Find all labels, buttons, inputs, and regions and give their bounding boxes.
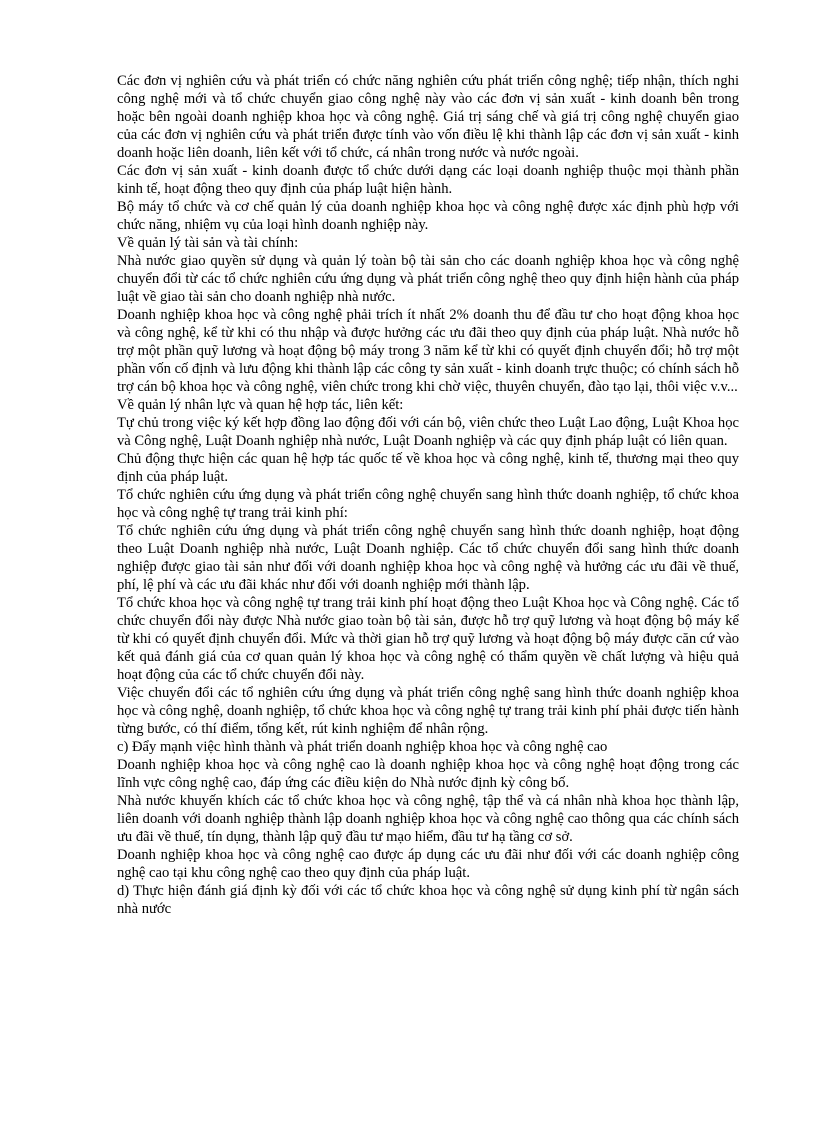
paragraph-asset-finance-heading: Về quản lý tài sản và tài chính: — [117, 235, 299, 251]
paragraph-revenue-investment: Doanh nghiệp khoa học và công nghệ phải trích ít nhất 2% doanh thu để đầu tư cho hoạt động khoa học và công nghệ, kể từ khi có thu nhập và được hưởng các ưu đãi theo quy định của pháp luật. Nhà nước hỗ trợ một phần quỹ lương và hoạt động bộ máy trong 3 năm kể từ khi có quyết định chuyển đổi; hỗ trợ một phần vốn cố định và lưu động khi thành lập các công ty sản xuất - kinh doanh trực thuộc; có chính sách hỗ trợ cán bộ khoa học và công nghệ, viên chức trong khi chờ việc, thuyên chuyển, đào tạo lại, thôi việc v.v... — [117, 307, 739, 395]
paragraph-section-d-heading: d) Thực hiện đánh giá định kỳ đối với các tổ chức khoa học và công nghệ sử dụng kinh phí từ ngân sách nhà nước — [117, 883, 739, 917]
paragraph-section-c-heading: c) Đẩy mạnh việc hình thành và phát triển doanh nghiệp khoa học và công nghệ cao — [117, 739, 608, 755]
paragraph-production-units: Các đơn vị sản xuất - kinh doanh được tổ chức dưới dạng các loại doanh nghiệp thuộc mọi thành phần kinh tế, hoạt động theo quy định của pháp luật hiện hành. — [117, 163, 739, 197]
paragraph-hr-cooperation-heading: Về quản lý nhân lực và quan hệ hợp tác, liên kết: — [117, 397, 404, 413]
paragraph-conversion-enterprise: Tổ chức nghiên cứu ứng dụng và phát triển công nghệ chuyển sang hình thức doanh nghiệp, hoạt động theo Luật Doanh nghiệp nhà nước, Luật Doanh nghiệp. Các tổ chức chuyển đổi sang hình thức doanh nghiệp được giao tài sản như đối với doanh nghiệp khoa học và công nghệ và hưởng các ưu đãi về thuế, phí, lệ phí và các ưu đãi khác như đối với doanh nghiệp mới thành lập. — [117, 523, 739, 593]
paragraph-high-tech-definition: Doanh nghiệp khoa học và công nghệ cao là doanh nghiệp khoa học và công nghệ hoạt động trong các lĩnh vực công nghệ cao, đáp ứng các điều kiện do Nhà nước định kỳ công bố. — [117, 757, 739, 791]
paragraph-self-financing: Tổ chức khoa học và công nghệ tự trang trải kinh phí hoạt động theo Luật Khoa học và Công nghệ. Các tổ chức chuyển đổi này được Nhà nước giao toàn bộ tài sản, được hỗ trợ quỹ lương và hoạt động bộ máy kể từ khi có quyết định chuyển đổi. Mức và thời gian hỗ trợ quỹ lương và hoạt động bộ máy được căn cứ vào kết quả đánh giá của cơ quan quản lý khoa học và công nghệ có thẩm quyền về chất lượng và hiệu quả hoạt động của các tổ chức chuyển đổi này. — [117, 595, 739, 683]
paragraph-conversion-heading: Tổ chức nghiên cứu ứng dụng và phát triển công nghệ chuyển sang hình thức doanh nghiệp, tổ chức khoa học và công nghệ tự trang trải kinh phí: — [117, 487, 739, 521]
paragraph-organization-structure: Bộ máy tổ chức và cơ chế quản lý của doanh nghiệp khoa học và công nghệ được xác định phù hợp với chức năng, nhiệm vụ của loại hình doanh nghiệp này. — [117, 199, 739, 233]
paragraph-high-tech-incentives: Doanh nghiệp khoa học và công nghệ cao được áp dụng các ưu đãi như đối với các doanh nghiệp công nghệ cao tại khu công nghệ cao theo quy định của pháp luật. — [117, 847, 739, 881]
paragraph-rd-units: Các đơn vị nghiên cứu và phát triển có chức năng nghiên cứu phát triển công nghệ; tiếp nhận, thích nghi công nghệ mới và tổ chức chuyển giao công nghệ này vào các đơn vị sản xuất - kinh doanh bên trong hoặc bên ngoài doanh nghiệp khoa học và công nghệ. Giá trị sáng chế và giá trị công nghệ chuyển giao của các đơn vị nghiên cứu và phát triển được tính vào vốn điều lệ khi thành lập các đơn vị sản xuất - kinh doanh hoặc liên doanh, liên kết với tổ chức, cá nhân trong nước và nước ngoài. — [117, 73, 739, 161]
paragraph-international-cooperation: Chủ động thực hiện các quan hệ hợp tác quốc tế về khoa học và công nghệ, kinh tế, thương mại theo quy định của pháp luật. — [117, 451, 739, 485]
document-body — [117, 72, 739, 918]
paragraph-asset-allocation: Nhà nước giao quyền sử dụng và quản lý toàn bộ tài sản cho các doanh nghiệp khoa học và công nghệ chuyển đổi từ các tổ chức nghiên cứu ứng dụng và phát triển công nghệ theo quy định hiện hành của pháp luật về giao tài sản cho doanh nghiệp nhà nước. — [117, 253, 739, 305]
paragraph-labor-contracts: Tự chủ trong việc ký kết hợp đồng lao động đối với cán bộ, viên chức theo Luật Lao động, Luật Khoa học và Công nghệ, Luật Doanh nghiệp nhà nước, Luật Doanh nghiệp và các quy định pháp luật có liên quan. — [117, 415, 739, 449]
paragraph-state-encouragement: Nhà nước khuyến khích các tổ chức khoa học và công nghệ, tập thể và cá nhân nhà khoa học thành lập, liên doanh với doanh nghiệp thành lập doanh nghiệp khoa học và công nghệ cao thông qua các chính sách ưu đãi về thuế, tín dụng, thành lập quỹ đầu tư mạo hiểm, đầu tư hạ tầng cơ sở. — [117, 793, 739, 845]
paragraph-gradual-conversion: Việc chuyển đổi các tổ nghiên cứu ứng dụng và phát triển công nghệ sang hình thức doanh nghiệp khoa học và công nghệ, doanh nghiệp, tổ chức khoa học và công nghệ tự trang trải kinh phí phải được tiến hành từng bước, có thí điểm, tổng kết, rút kinh nghiệm để nhân rộng. — [117, 685, 739, 737]
